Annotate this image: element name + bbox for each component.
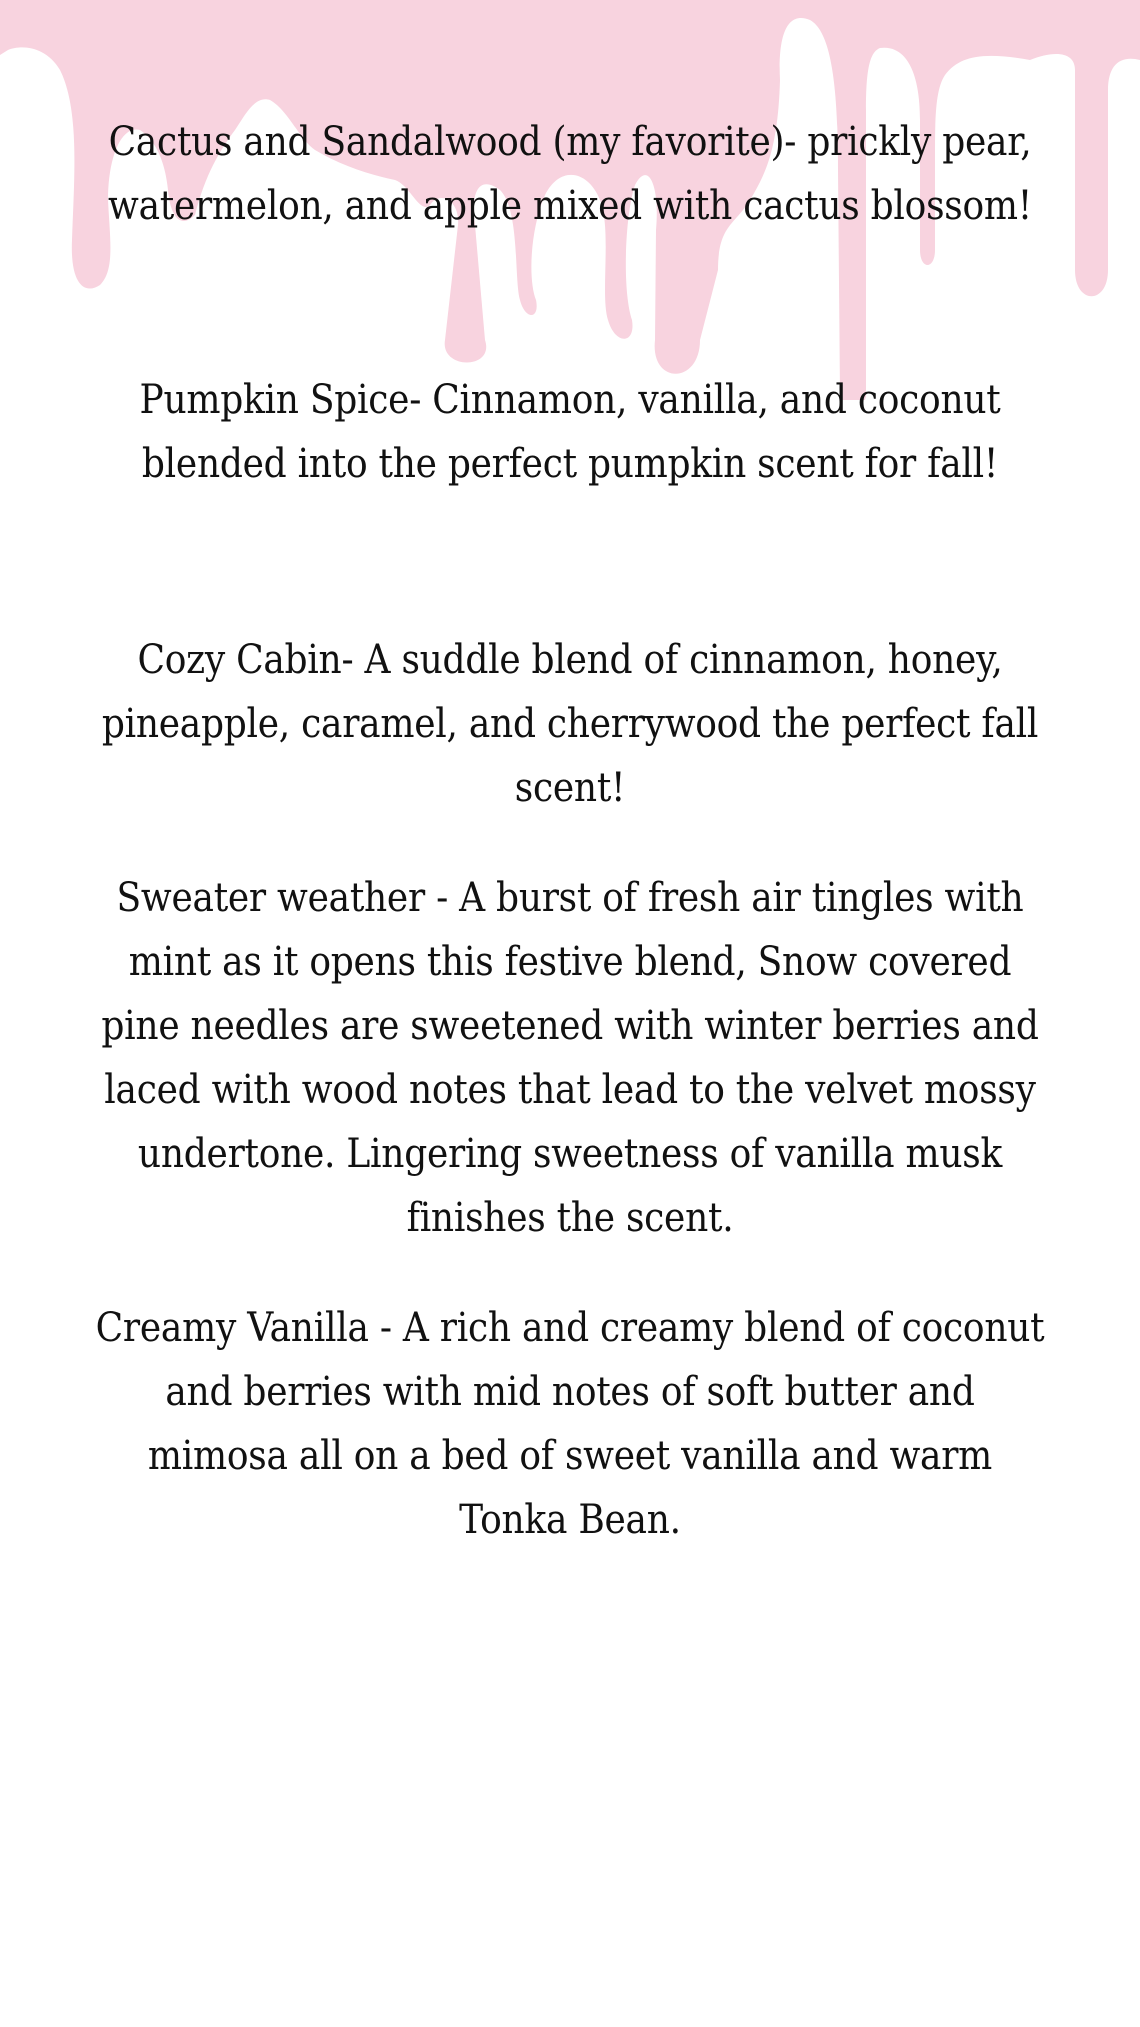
scent-description-pumpkin-spice: Pumpkin Spice- Cinnamon, vanilla, and coconut blended into the perfect pumpkin scent for fall! <box>139 377 1001 487</box>
scent-description-creamy-vanilla: Creamy Vanilla - A rich and creamy blend of coconut and berries with mid notes of soft butter and mimosa all on a bed of sweet vanilla and warm Tonka Bean. <box>95 1305 1045 1543</box>
scent-description-sweater-weather: Sweater weather - A burst of fresh air tingles with mint as it opens this festive blend, Snow covered pine needles are sweetened with winter berries and laced with wood notes that lead to the velvet mossy undertone. Lingering sweetness of vanilla musk finishes the scent. <box>101 875 1039 1241</box>
scent-description-cactus-sandalwood: Cactus and Sandalwood (my favorite)- prickly pear, watermelon, and apple mixed with cactus blossom! <box>108 119 1032 229</box>
scent-description-cozy-cabin: Cozy Cabin- A suddle blend of cinnamon, honey, pineapple, caramel, and cherrywood the perfect fall scent! <box>101 637 1039 811</box>
